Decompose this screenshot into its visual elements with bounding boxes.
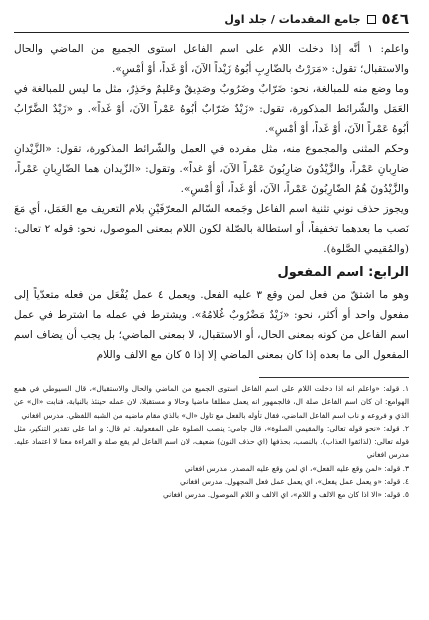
footnote: ٤. قوله: «و يعمل عمل يفعل»، اي يعمل عمل فعل المجهول. مدرس افغاني [180,477,409,487]
paragraph: وما وضع منه للمبالغة، نحو: ضَرّابٌ وضَرُوبٌ وصَدِيقٌ وعَليمٌ وحَذِرٌ، مثل ما ليس للمبالغة في العَمَل والشّرائط المذكورة، تقول: «زَيْدٌ ضَرّابٌ أبُوهُ عَمْراً الآنَ، أوْ غَداً». و «زَيْدٌ الضَّرّابُ أبُوهُ عَمْراً الآنَ، أوْ غَداً، أوْ أمْسِ». [14,83,409,135]
paragraph: واعلم: ١ أنَّه إذا دخلت اللام على اسم الفاعل استوى الجميع من الماضي والحال والاستقبال؛ تقول: «مَرَرْتُ بالضّارِبِ أبُوهُ زَيْداً الآنَ، أوْ غَداً، أوْ أمْسِ». [14,43,409,75]
page-header [14,8,409,30]
book-title: جامع المقدمات / جلد اول [224,12,361,26]
footnote: ٥. قوله: «الا اذا كان مع الالف و اللام»، اي الالف و اللام الموصول. مدرس افغاني [163,490,409,500]
footnote: ٢. قوله: «نحو قوله تعالى: والمقيمي الصلوة»، قال جامي: ينصب الصلوة على المفعولية. ثم قال: و اما على تقدير التنكير، مثل قوله تعالى: (لذائقوا العذاب). بالنصب، بحذفها (اي حذف النون) ضعيف، لان اسم الفاعل لم يقع صلة و القراءة معنا لا اعتماد عليه. مدرس افغاني [14,423,409,460]
square-icon [367,15,376,24]
paragraph: وحكم المثنى والمجموع منه، مثل مفرده في العمل والشّرائط المذكورة، تقول: «الزَّيْدانِ ضارِبانِ عَمْراً، والزَّيْدُونَ ضارِبُونَ عَمْراً الآنَ، أوْ غداً». وتقول: «الزّيدان هما الضّارِبانِ عَمْراً، والزَّيْدُونَ هُمُ الضّارِبُونَ عَمْراً، الآنَ، أوْ غَداً، أوْ أمْسِ». [14,143,409,195]
paragraph: وهو ما اشتقّ من فعل لمن وقع ٣ عليه الفعل. ويعمل ٤ عمل يُفْعَل من فعله متعدّياً إلى مفعول واحد أو أكثر، نحو: «زَيْدٌ مَضْرُوبٌ غُلامُهُ». ويشترط في عمله ما اشترط في عمل اسم الفاعل من كونه بمعنى الحال، أو الاستقبال، لا بمعنى الماضي؛ بل يجب أن يضاف اسم المفعول الى ما بعده إذا كان بمعنى الماضي إلا إذا ٥ كان مع الالف واللام [14,289,409,361]
footnote-divider [259,377,409,378]
section-heading: الرابع: اسم المفعول [277,265,409,280]
header-divider [14,32,409,33]
page-number: ٥٤٦ [381,10,409,28]
footnote: ١. قوله: «واعلم انه اذا دخلت اللام على اسم الفاعل استوى الجميع من الماضي والحال والاستقبال»، قال السيوطي في همع الهوامع: ان كان اسم الفاعل صلة ال، فالجمهور انه يعمل مطلقا ماضيا وحالا و مستقبلا، لان عمله حينئذ بالنيابة، فنابت «ال» عن الذي و فروعه و ناب اسم الفاعل الماضي، فقال تأوله بالفعل مع تاول «ال» بالذي مقام ماضيه من الشبه اللفظي. مدرس افغاني [14,384,409,420]
paragraph: ويجوز حذف نوني تثنية اسم الفاعل وجَمعه السّالم المعرّفَيْنِ بلام التعريف مع العَمَل، أي مَعَ نَصب ما بعدهما تخفيفاً، أو استطالة بالصّلة لكون اللام بمعنى الموصول، نحو: قوله ٢ تعالى: (والمُقيمي الصَّلوة). [14,203,410,255]
footnote: ٣. قوله: «لمن وقع عليه الفعل»، اي لمن وقع عليه المصدر. مدرس افغاني [184,463,409,473]
